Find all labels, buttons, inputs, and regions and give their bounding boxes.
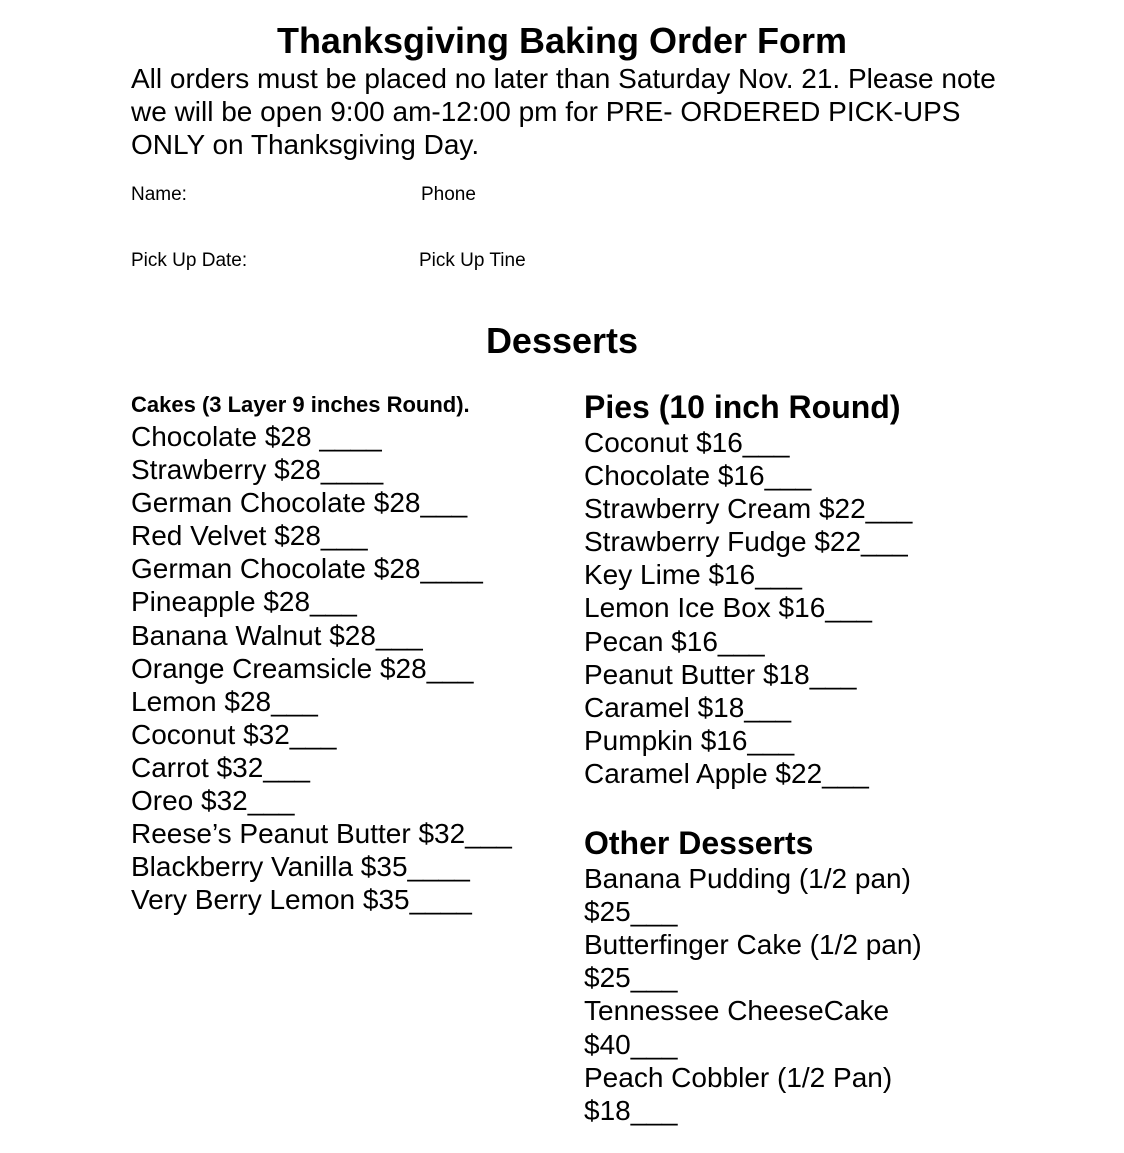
other-dessert-name: Peach Cobbler (1/2 Pan) xyxy=(584,1061,893,1093)
pies-list xyxy=(584,426,1004,790)
cake-item: Very Berry Lemon $35____ xyxy=(131,884,472,916)
cake-item: Orange Creamsicle $28___ xyxy=(131,652,474,684)
other-dessert-price: $25___ xyxy=(584,896,678,928)
pies-heading: Pies (10 inch Round) xyxy=(584,389,901,425)
pie-item: Pumpkin $16___ xyxy=(584,724,795,756)
other-desserts-list xyxy=(584,862,1004,1127)
cake-item: Coconut $32___ xyxy=(131,718,337,750)
other-dessert-price: $25___ xyxy=(584,962,678,994)
other-dessert-price: $40___ xyxy=(584,1028,678,1060)
cake-item: Blackberry Vanilla $35____ xyxy=(131,851,470,883)
cakes-list xyxy=(131,420,551,916)
pie-item: Lemon Ice Box $16___ xyxy=(584,592,872,624)
cakes-column xyxy=(131,390,551,916)
cake-item: Reese’s Peanut Butter $32___ xyxy=(131,818,512,850)
pie-item: Strawberry Fudge $22___ xyxy=(584,526,908,558)
other-dessert-name: Tennessee CheeseCake xyxy=(584,995,890,1027)
cake-item: Banana Walnut $28___ xyxy=(131,619,423,651)
pie-item: Caramel $18___ xyxy=(584,691,792,723)
cake-item: Carrot $32___ xyxy=(131,751,311,783)
pie-item: Coconut $16___ xyxy=(584,427,790,458)
cake-item: Lemon $28___ xyxy=(131,685,318,717)
other-desserts-heading: Other Desserts xyxy=(584,825,814,862)
phone-field-label: Phone xyxy=(421,184,476,205)
pie-item: Caramel Apple $22___ xyxy=(584,757,869,789)
cake-item: Pineapple $28___ xyxy=(131,586,357,618)
cakes-heading: Cakes (3 Layer 9 inches Round). xyxy=(131,392,470,417)
other-dessert-name: Butterfinger Cake (1/2 pan) xyxy=(584,929,922,961)
pie-item: Peanut Butter $18___ xyxy=(584,658,857,690)
pie-item: Strawberry Cream $22___ xyxy=(584,493,913,525)
form-title: Thanksgiving Baking Order Form xyxy=(276,20,848,61)
pie-item: Chocolate $16___ xyxy=(584,460,812,492)
other-dessert-name: Banana Pudding (1/2 pan) xyxy=(584,863,911,895)
pies-and-other-column xyxy=(584,388,1004,1127)
cake-item: German Chocolate $28____ xyxy=(131,553,483,585)
cake-item: German Chocolate $28___ xyxy=(131,487,468,519)
cake-item: Oreo $32___ xyxy=(131,785,295,817)
pie-item: Key Lime $16___ xyxy=(584,559,802,591)
cake-item: Red Velvet $28___ xyxy=(131,520,368,552)
desserts-section-title: Desserts xyxy=(485,320,639,361)
pickup-date-field-label: Pick Up Date: xyxy=(131,250,248,271)
name-field-label: Name: xyxy=(131,184,187,205)
cake-item: Strawberry $28____ xyxy=(131,454,384,486)
pickup-time-field-label: Pick Up Tine xyxy=(419,250,526,271)
cake-item: Chocolate $28 ____ xyxy=(131,421,382,452)
order-instructions: All orders must be placed no later than Saturday Nov. 21. Please note we will be open 9:00 am-12:00 pm for PRE- ORDERED PICK-UPS ONLY on Thanksgiving Day. xyxy=(131,63,996,160)
other-dessert-price: $18___ xyxy=(584,1094,678,1126)
pie-item: Pecan $16___ xyxy=(584,625,765,657)
